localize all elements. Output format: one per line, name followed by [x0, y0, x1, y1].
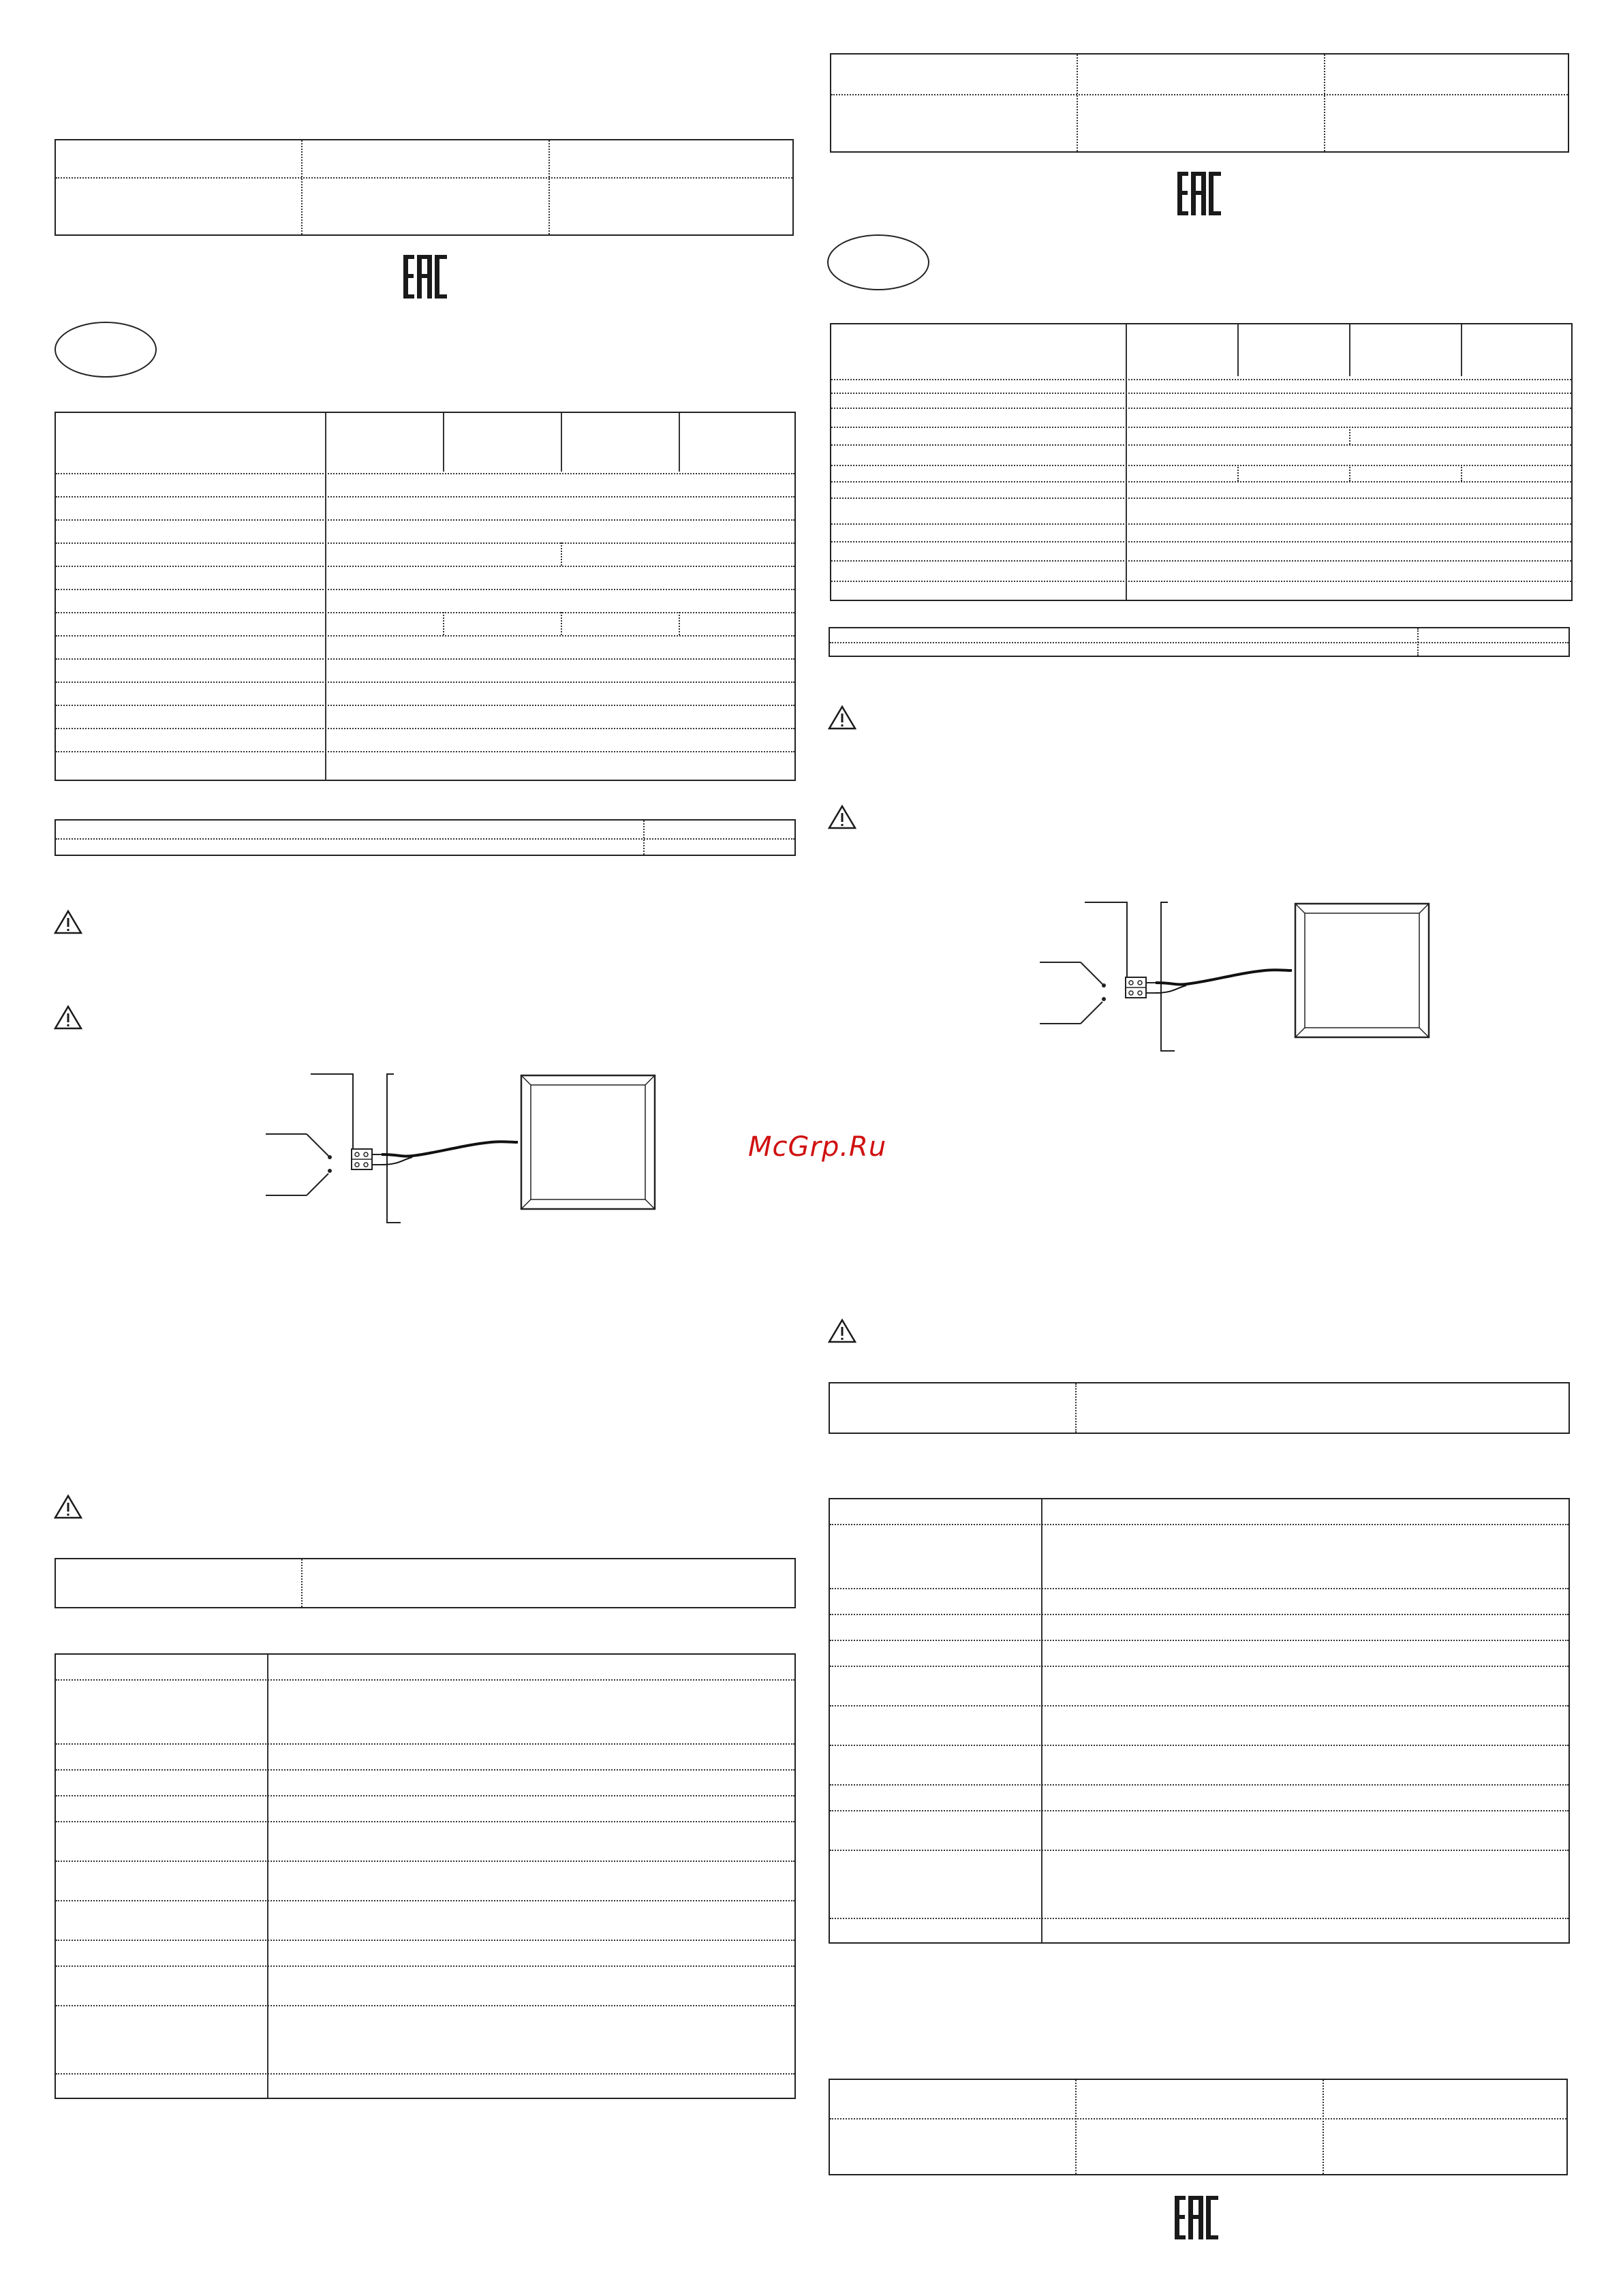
left-spec-table — [55, 412, 796, 781]
left-info-table — [55, 1558, 796, 1608]
eac-mark — [1176, 170, 1222, 217]
wiring-diagram — [1033, 897, 1442, 1060]
warning-triangle-icon — [53, 909, 83, 935]
language-badge — [827, 234, 929, 290]
left-note-table — [55, 819, 796, 856]
left-header-table — [55, 139, 794, 236]
language-badge — [55, 322, 157, 378]
watermark: McGrp.Ru — [748, 1131, 887, 1163]
left-data-table — [55, 1653, 796, 2099]
eac-mark — [1173, 2194, 1220, 2241]
eac-mark — [402, 254, 448, 300]
right-spec-table — [830, 323, 1573, 601]
warning-triangle-icon — [53, 1005, 83, 1030]
warning-triangle-icon — [827, 705, 857, 731]
warning-triangle-icon — [53, 1494, 83, 1520]
right-note-table — [829, 627, 1570, 657]
warning-triangle-icon — [827, 804, 857, 830]
right-data-table — [829, 1498, 1570, 1944]
warning-triangle-icon — [827, 1318, 857, 1344]
right-footer-table — [829, 2079, 1568, 2175]
right-header-table — [830, 53, 1569, 153]
right-info-table — [829, 1382, 1570, 1434]
wiring-diagram — [259, 1069, 668, 1232]
